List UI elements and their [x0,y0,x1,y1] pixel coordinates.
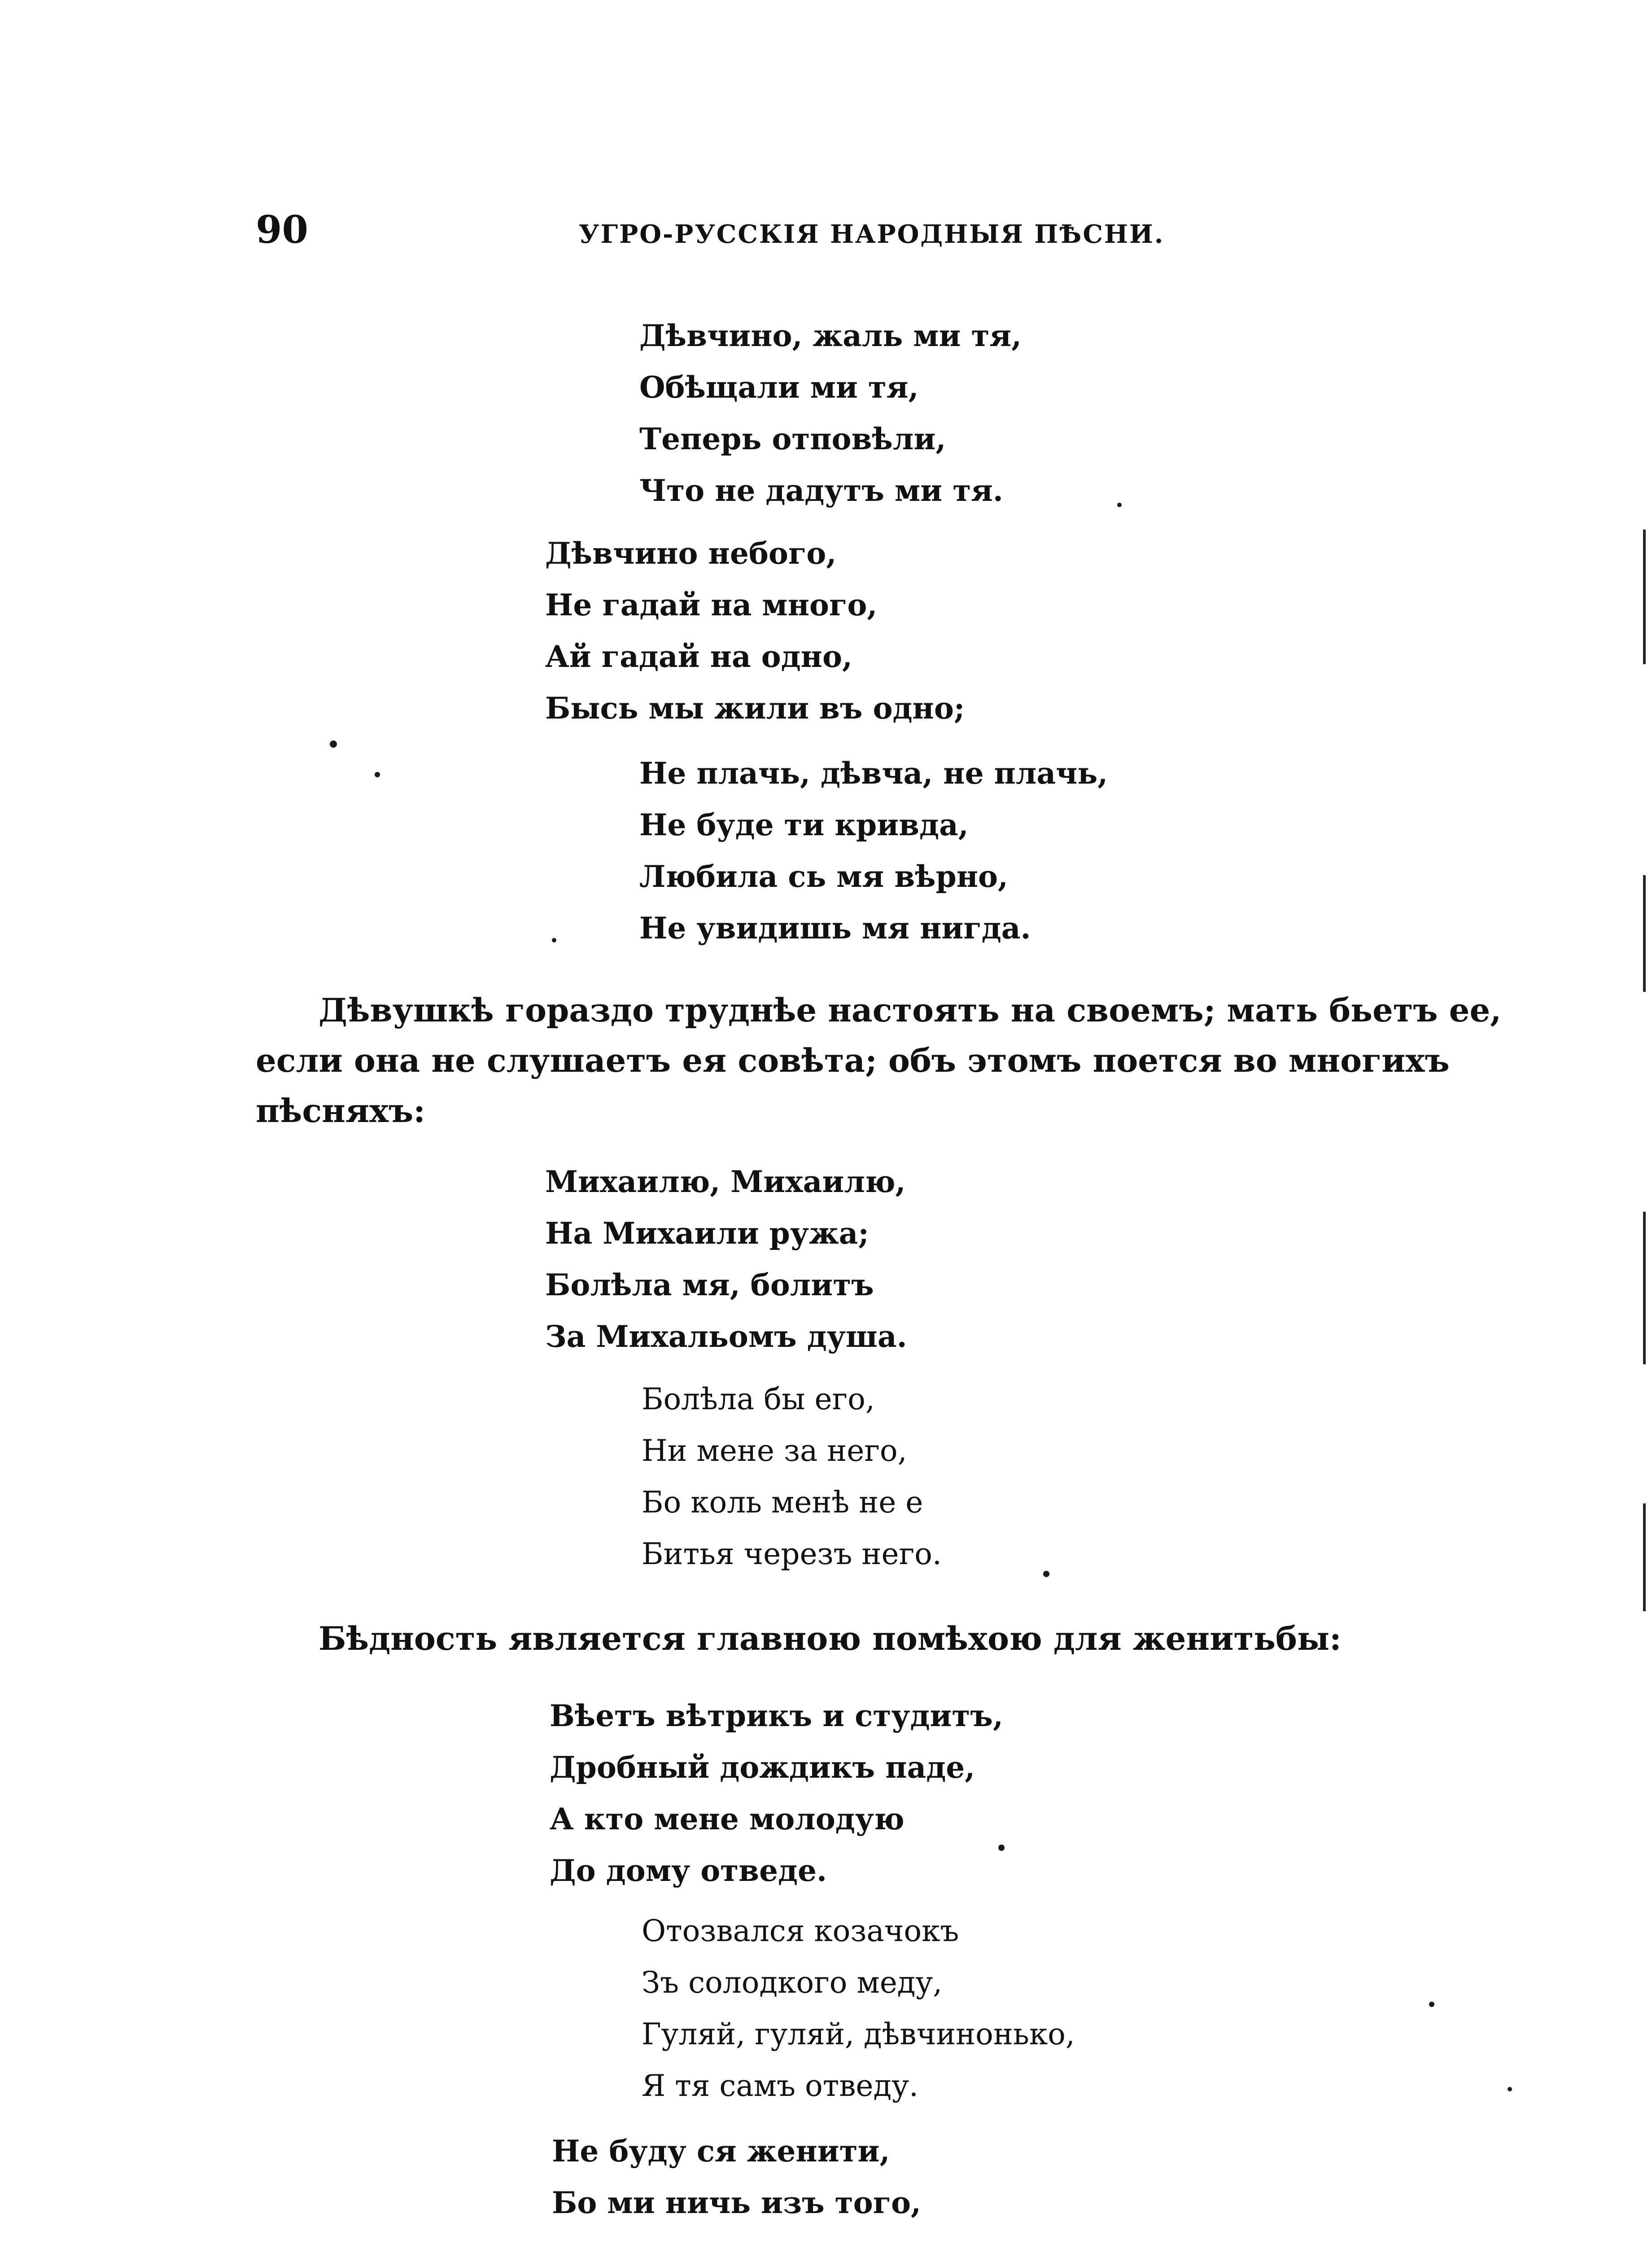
verse-line: Любила сь мя вѣрно, [639,859,1009,894]
scan-speck [330,741,337,748]
running-title: УГРО-РУССКІЯ НАРОДНЫЯ ПѢСНИ. [579,219,1165,249]
scan-edge-mark [1643,1503,1646,1611]
verse-line: Болѣла мя, болитъ [545,1267,874,1302]
prose-paragraph [256,991,1502,1145]
verse-line: До дому отведе. [550,1853,827,1888]
stanza [642,1916,1075,2123]
verse-line: Ни мене за него, [642,1433,907,1468]
stanza [545,536,965,745]
page-number: 90 [256,207,308,252]
prose-paragraph [256,1619,1418,1673]
scan-speck [1429,2002,1434,2007]
scan-edge-mark [1643,1212,1646,1364]
verse-line: Обѣщали ми тя, [639,370,919,405]
verse-line: Ай гадай на одно, [545,639,852,674]
verse-line: Не буде ти кривда, [639,807,969,842]
verse-line: Бо ми ничь изъ того, [552,2185,922,2220]
verse-line: Дѣвчино, жаль ми тя, [639,318,1022,353]
prose-line: Дѣвушкѣ гораздо труднѣе настоять на своемъ; мать бьетъ ее, [319,991,1502,1029]
verse-line: А кто мене молодую [550,1801,905,1836]
stanza [550,1698,1003,1907]
verse-line: Вѣетъ вѣтрикъ и студитъ, [550,1698,1003,1733]
stanza [639,318,1022,527]
scan-speck [552,938,556,942]
verse-line: Не увидишь мя нигда. [639,911,1031,946]
verse-line: Дробный дождикъ паде, [550,1750,975,1785]
stanza [642,1382,942,1591]
verse-line: Бысь мы жили въ одно; [545,691,965,726]
verse-line: Зъ солодкого меду, [642,1965,943,2000]
verse-line: Не гадай на много, [545,587,878,622]
verse-line: За Михальомъ душа. [545,1319,907,1354]
verse-line: Отозвался козачокъ [642,1914,959,1948]
scan-speck [1043,1571,1049,1577]
scan-speck [998,1845,1005,1851]
verse-line: Бо коль менѣ не е [642,1485,923,1520]
stanza [552,2136,921,2240]
verse-line: Дѣвчино небого, [545,536,837,571]
scan-speck [1508,2087,1512,2091]
verse-line: Болѣла бы его, [642,1382,875,1416]
verse-line: Теперь отповѣли, [639,421,946,456]
stanza [639,758,1108,965]
verse-line: Гуляй, гуляй, дѣвчинонько, [642,2017,1075,2051]
scan-speck [375,772,380,777]
scan-edge-mark [1643,530,1646,664]
verse-line: На Михаили ружа; [545,1216,869,1251]
verse-line: Я тя самъ отведу. [642,2069,918,2103]
verse-line: Михаилю, Михаилю, [545,1164,906,1199]
prose-line: Бѣдность является главною помѣхою для женитьбы: [319,1619,1342,1657]
scan-speck [1117,503,1122,507]
prose-line: пѣсняхъ: [256,1091,425,1130]
stanza [545,1164,907,1373]
verse-line: Не плачь, дѣвча, не плачь, [639,756,1108,791]
prose-line: если она не слушаетъ ея совѣта; объ этомъ поется во многихъ [256,1041,1450,1079]
verse-line: Не буду ся женити, [552,2134,890,2169]
verse-line: Битья черезъ него. [642,1537,942,1571]
verse-line: Что не дадутъ ми тя. [639,473,1003,508]
scan-edge-mark [1643,875,1646,992]
